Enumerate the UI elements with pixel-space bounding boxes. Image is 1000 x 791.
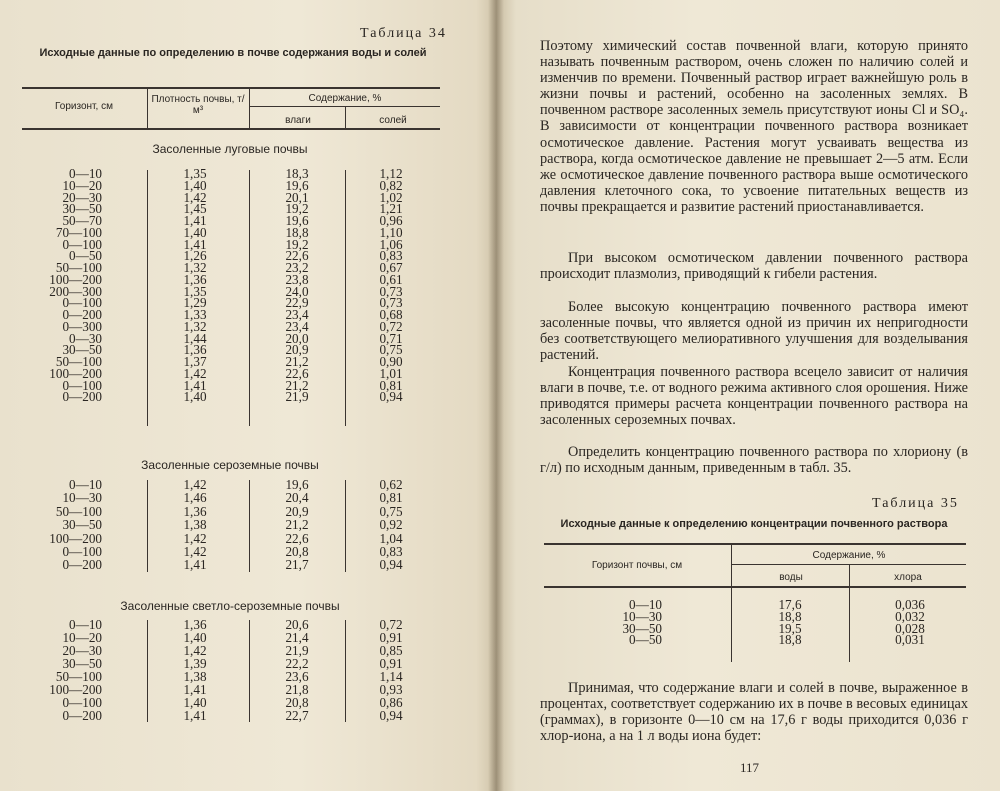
table-cell: 20,6 bbox=[285, 617, 309, 632]
table-cell: 50—100 bbox=[55, 260, 102, 275]
table-34-top-rule bbox=[22, 87, 440, 89]
table-cell: 0—100 bbox=[62, 543, 102, 559]
table-cell: 1,33 bbox=[183, 307, 207, 322]
table-cell: 1,01 bbox=[379, 365, 403, 381]
table-cell: 0—30 bbox=[69, 330, 102, 346]
density-column bbox=[170, 168, 220, 403]
table-cell: 1,42 bbox=[183, 543, 207, 559]
header-divider bbox=[345, 107, 346, 128]
density-column bbox=[170, 618, 220, 722]
table-cell: 1,41 bbox=[183, 682, 207, 697]
table-cell: 22,9 bbox=[285, 295, 309, 311]
table-cell: 0—10 bbox=[629, 597, 662, 612]
water-column bbox=[272, 168, 322, 403]
table-cell: 18,8 bbox=[285, 224, 309, 240]
table-cell: 0—100 bbox=[62, 295, 102, 311]
table-cell: 23,4 bbox=[285, 307, 309, 322]
horizon-column bbox=[600, 599, 662, 646]
table-cell: 0—100 bbox=[62, 236, 102, 252]
table-cell: 19,6 bbox=[285, 213, 309, 228]
table-cell: 1,04 bbox=[379, 530, 403, 546]
column-divider bbox=[249, 620, 250, 722]
table-cell: 0—50 bbox=[69, 248, 102, 264]
table-cell: 0,91 bbox=[379, 630, 403, 645]
table-cell: 0,73 bbox=[379, 283, 403, 299]
table-cell: 22,6 bbox=[285, 530, 309, 546]
header-salts: солей bbox=[379, 115, 407, 126]
table-cell: 1,37 bbox=[183, 354, 207, 369]
column-divider bbox=[249, 480, 250, 572]
table-cell: 50—70 bbox=[62, 213, 102, 228]
water-column bbox=[272, 478, 322, 572]
header-chlorine: хлора bbox=[894, 572, 922, 583]
table-cell: 100—200 bbox=[49, 365, 102, 381]
column-divider bbox=[147, 620, 148, 722]
table-cell: 1,36 bbox=[183, 271, 207, 287]
table-cell: 50—100 bbox=[55, 503, 102, 519]
header-horizon: Горизонт почвы, см bbox=[591, 560, 683, 571]
table-cell: 100—200 bbox=[49, 682, 102, 697]
table-cell: 10—20 bbox=[62, 177, 102, 193]
table-cell: 23,8 bbox=[285, 271, 309, 287]
section-title: Засоленные светло-сероземные почвы bbox=[120, 599, 340, 613]
table-cell: 23,4 bbox=[285, 318, 309, 334]
table-cell: 30—50 bbox=[62, 342, 102, 358]
table-cell: 1,02 bbox=[379, 189, 403, 205]
table-cell: 20,0 bbox=[285, 330, 309, 346]
table-cell: 19,6 bbox=[285, 177, 309, 193]
column-divider bbox=[345, 170, 346, 426]
table-cell: 0,032 bbox=[895, 608, 925, 624]
header-water: влаги bbox=[285, 115, 311, 126]
table-cell: 23,6 bbox=[285, 669, 309, 684]
table-cell: 1,44 bbox=[183, 330, 207, 346]
salts-column bbox=[366, 618, 416, 722]
column-divider bbox=[345, 620, 346, 722]
table-cell: 0,86 bbox=[379, 695, 403, 710]
table-cell: 20,4 bbox=[285, 490, 309, 506]
table-cell: 20,8 bbox=[285, 695, 309, 710]
table-cell: 18,8 bbox=[778, 632, 802, 648]
table-35-top-rule bbox=[544, 543, 966, 545]
header-water: воды bbox=[779, 572, 803, 583]
header-density: Плотность почвы, т/м³ bbox=[151, 94, 245, 116]
table-cell: 19,5 bbox=[778, 620, 802, 636]
water-column bbox=[272, 618, 322, 722]
table-cell: 30—50 bbox=[62, 201, 102, 217]
horizon-column bbox=[38, 478, 102, 572]
closing-paragraph: Принимая, что содержание влаги и солей в почве, выраженное в процентах, соответствует содержанию их в почве в весовых единицах (граммах), в горизонте 0—10 см на 17,6 г воды приходится 0,036 г хлор-иона, а на 1 л воды иона будет: bbox=[540, 680, 968, 745]
table-cell: 0—10 bbox=[69, 617, 102, 632]
table-cell: 1,36 bbox=[183, 617, 207, 632]
table-cell: 1,36 bbox=[183, 342, 207, 358]
table-35-number: Таблица 35 bbox=[872, 496, 959, 511]
table-cell: 0,62 bbox=[379, 477, 403, 492]
salts-column bbox=[366, 168, 416, 403]
table-cell: 1,38 bbox=[183, 517, 207, 533]
table-cell: 20—30 bbox=[62, 189, 102, 205]
table-cell: 0—100 bbox=[62, 377, 102, 393]
table-cell: 1,41 bbox=[183, 236, 207, 252]
table-cell: 0,72 bbox=[379, 318, 403, 334]
table-cell: 1,42 bbox=[183, 189, 207, 205]
table-cell: 0,96 bbox=[379, 213, 403, 228]
table-cell: 1,29 bbox=[183, 295, 207, 311]
table-cell: 1,41 bbox=[183, 557, 207, 573]
table-cell: 0,68 bbox=[379, 307, 403, 322]
table-cell: 0,028 bbox=[895, 620, 925, 636]
paragraph: При высоком осмотическом давлении почвенного раствора происходит плазмолиз, приводящий к гибели растения. bbox=[540, 250, 968, 283]
table-cell: 20—30 bbox=[62, 643, 102, 658]
table-cell: 1,40 bbox=[183, 695, 207, 710]
table-cell: 0,75 bbox=[379, 342, 403, 358]
table-cell: 20,9 bbox=[285, 503, 309, 519]
table-cell: 10—30 bbox=[62, 490, 102, 506]
table-cell: 1,35 bbox=[183, 166, 207, 181]
section-title: Засоленные луговые почвы bbox=[152, 142, 308, 156]
column-divider bbox=[147, 170, 148, 426]
table-cell: 21,4 bbox=[285, 630, 309, 645]
table-cell: 10—20 bbox=[62, 630, 102, 645]
table-cell: 100—200 bbox=[49, 271, 102, 287]
table-cell: 1,35 bbox=[183, 283, 207, 299]
table-cell: 0,81 bbox=[379, 377, 403, 393]
table-cell: 0,67 bbox=[379, 260, 403, 275]
table-cell: 50—100 bbox=[55, 354, 102, 369]
table-cell: 1,12 bbox=[379, 166, 403, 181]
table-cell: 10—30 bbox=[622, 608, 662, 624]
table-cell: 1,14 bbox=[379, 669, 403, 684]
table-cell: 0,91 bbox=[379, 656, 403, 671]
table-cell: 0,82 bbox=[379, 177, 403, 193]
table-cell: 0,93 bbox=[379, 682, 403, 697]
table-cell: 18,8 bbox=[778, 608, 802, 624]
table-cell: 22,6 bbox=[285, 365, 309, 381]
table-cell: 0,92 bbox=[379, 517, 403, 533]
table-cell: 50—100 bbox=[55, 669, 102, 684]
table-cell: 21,8 bbox=[285, 682, 309, 697]
table-cell: 1,06 bbox=[379, 236, 403, 252]
table-cell: 0,72 bbox=[379, 617, 403, 632]
table-cell: 1,36 bbox=[183, 503, 207, 519]
table-cell: 70—100 bbox=[55, 224, 102, 240]
table-cell: 1,42 bbox=[183, 530, 207, 546]
table-cell: 0—10 bbox=[69, 166, 102, 181]
table-cell: 1,32 bbox=[183, 318, 207, 334]
table-cell: 21,2 bbox=[285, 377, 309, 393]
table-cell: 23,2 bbox=[285, 260, 309, 275]
paragraph: Поэтому химический состав почвенной влаги, которую принято называть почвенным раствором, очень сложен по наличию солей и изменчив по времени. Почвенный раствор играет важнейшую роль в жизни почвы и растений, особенно на засоленных землях. В почвенном растворе засоленных земель присутствуют ионы Cl и SO₄. В зависимости от концентрации почвенного раствора возникает осмотическое давление. Растения могут усваивать вещества из раствора, когда осмотическое давление не превышает 2—5 атм. Если же осмотическое давление почвенного раствора выше осмотического давления клеточного сока, то усвоение питательных веществ из почвы прекращается и развитие растений приостанавливается. bbox=[540, 38, 968, 215]
table-cell: 21,9 bbox=[285, 389, 309, 405]
table-cell: 19,2 bbox=[285, 201, 309, 217]
table-cell: 1,32 bbox=[183, 260, 207, 275]
table-cell: 21,9 bbox=[285, 643, 309, 658]
table-cell: 20,8 bbox=[285, 543, 309, 559]
table-cell: 0,94 bbox=[379, 557, 403, 573]
table-cell: 0,71 bbox=[379, 330, 403, 346]
table-cell: 1,41 bbox=[183, 708, 207, 723]
water-column bbox=[765, 599, 815, 646]
chlorine-column bbox=[880, 599, 940, 646]
table-cell: 1,40 bbox=[183, 177, 207, 193]
table-cell: 30—50 bbox=[62, 517, 102, 533]
table-cell: 0—10 bbox=[69, 477, 102, 492]
column-divider bbox=[849, 565, 850, 662]
column-divider bbox=[249, 170, 250, 426]
paragraph: Более высокую концентрацию почвенного раствора имеют засоленные почвы, что является одной из причин их непригодности без соответствующего мелиоративного улучшения для возделывания растений. bbox=[540, 299, 968, 364]
paragraph: Концентрация почвенного раствора всецело зависит от наличия влаги в почве, т.е. от водного режима активного слоя орошения. Ниже приводятся примеры расчета концентрации почвенного раствора на засоленных сероземных почвах. bbox=[540, 364, 968, 429]
table-cell: 0—200 bbox=[62, 557, 102, 573]
table-cell: 200—300 bbox=[49, 283, 102, 299]
table-cell: 18,3 bbox=[285, 166, 309, 181]
table-cell: 21,2 bbox=[285, 354, 309, 369]
table-cell: 19,6 bbox=[285, 477, 309, 492]
table-cell: 0—300 bbox=[62, 318, 102, 334]
table-34-number: Таблица 34 bbox=[360, 26, 447, 41]
left-page bbox=[0, 0, 496, 791]
table-cell: 1,10 bbox=[379, 224, 403, 240]
table-cell: 1,42 bbox=[183, 477, 207, 492]
table-cell: 20,1 bbox=[285, 189, 309, 205]
table-cell: 22,7 bbox=[285, 708, 309, 723]
header-divider bbox=[249, 88, 250, 128]
table-cell: 1,38 bbox=[183, 669, 207, 684]
table-cell: 1,26 bbox=[183, 248, 207, 264]
section-title: Засоленные сероземные почвы bbox=[141, 458, 319, 472]
table-cell: 0,031 bbox=[895, 632, 925, 648]
table-cell: 0—50 bbox=[629, 632, 662, 648]
header-divider bbox=[147, 88, 148, 128]
table-cell: 0,90 bbox=[379, 354, 403, 369]
table-cell: 1,40 bbox=[183, 389, 207, 405]
table-cell: 1,41 bbox=[183, 377, 207, 393]
table-cell: 1,41 bbox=[183, 213, 207, 228]
salts-column bbox=[366, 478, 416, 572]
table-34-caption: Исходные данные по определению в почве содержания воды и солей bbox=[39, 47, 427, 59]
table-cell: 0—200 bbox=[62, 389, 102, 405]
table-cell: 1,42 bbox=[183, 365, 207, 381]
table-35-header-rule bbox=[544, 586, 966, 588]
header-horizon: Горизонт, см bbox=[55, 101, 113, 112]
table-cell: 24,0 bbox=[285, 283, 309, 299]
table-cell: 1,40 bbox=[183, 224, 207, 240]
table-cell: 1,21 bbox=[379, 201, 403, 217]
paragraph: Определить концентрацию почвенного раствора по хлориону (в г/л) по исходным данным, приведенным в табл. 35. bbox=[540, 444, 968, 477]
table-cell: 0—200 bbox=[62, 307, 102, 322]
table-cell: 0,85 bbox=[379, 643, 403, 658]
table-cell: 21,2 bbox=[285, 517, 309, 533]
table-cell: 30—50 bbox=[62, 656, 102, 671]
table-cell: 0,036 bbox=[895, 597, 925, 612]
book-gutter bbox=[488, 0, 504, 791]
table-cell: 0—100 bbox=[62, 695, 102, 710]
table-cell: 20,9 bbox=[285, 342, 309, 358]
table-cell: 0—200 bbox=[62, 708, 102, 723]
table-cell: 17,6 bbox=[778, 597, 802, 612]
table-cell: 21,7 bbox=[285, 557, 309, 573]
table-35-caption: Исходные данные к определению концентрации почвенного раствора bbox=[560, 518, 948, 530]
table-cell: 22,6 bbox=[285, 248, 309, 264]
table-34-header-rule bbox=[22, 128, 440, 130]
table-cell: 1,45 bbox=[183, 201, 207, 217]
table-cell: 30—50 bbox=[622, 620, 662, 636]
table-cell: 0,94 bbox=[379, 708, 403, 723]
table-cell: 0,81 bbox=[379, 490, 403, 506]
header-content: Содержание, % bbox=[812, 550, 886, 561]
table-cell: 1,42 bbox=[183, 643, 207, 658]
horizon-column bbox=[38, 618, 102, 722]
table-cell: 0,75 bbox=[379, 503, 403, 519]
table-cell: 1,40 bbox=[183, 630, 207, 645]
horizon-column bbox=[38, 168, 102, 403]
table-cell: 0,83 bbox=[379, 248, 403, 264]
table-cell: 19,2 bbox=[285, 236, 309, 252]
column-divider bbox=[731, 544, 732, 662]
table-cell: 0,61 bbox=[379, 271, 403, 287]
table-cell: 0,73 bbox=[379, 295, 403, 311]
table-cell: 1,39 bbox=[183, 656, 207, 671]
density-column bbox=[170, 478, 220, 572]
table-cell: 1,46 bbox=[183, 490, 207, 506]
table-cell: 0,83 bbox=[379, 543, 403, 559]
table-cell: 100—200 bbox=[49, 530, 102, 546]
column-divider bbox=[345, 480, 346, 572]
page-number: 117 bbox=[740, 760, 760, 775]
table-cell: 0,94 bbox=[379, 389, 403, 405]
table-cell: 22,2 bbox=[285, 656, 309, 671]
header-content: Содержание, % bbox=[308, 93, 382, 104]
column-divider bbox=[147, 480, 148, 572]
